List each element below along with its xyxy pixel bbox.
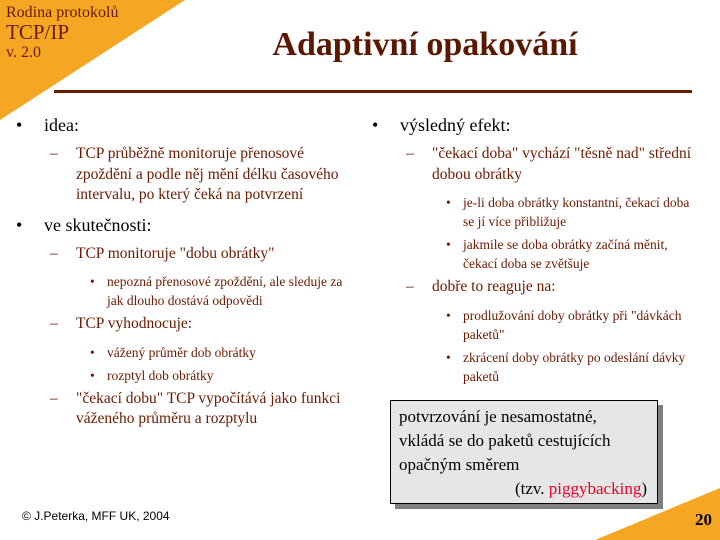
bullet-effect (372, 114, 702, 136)
dot-icon: • (90, 344, 95, 360)
reacts-subitem (372, 306, 702, 344)
reality-label: ve skutečnosti: (44, 214, 152, 235)
idea-detail-text: TCP průběžně monitoruje přenosové zpoždění a podle něj mění délku časového intervalu, po který čeká na potvrzení (76, 145, 339, 203)
bullet-icon: • (16, 115, 23, 135)
reacts-subitem-text: zkrácení doby obrátky po odeslání dávky paketů (463, 349, 686, 384)
evaluate-item (16, 314, 356, 335)
wait-subitem-text: jakmile se doba obrátky začíná měnit, čekací doba se zvětšuje (463, 237, 668, 271)
dash-icon: – (50, 389, 58, 407)
evaluate-text: TCP vyhodnocuje: (76, 315, 193, 332)
wait-subitem (372, 193, 702, 231)
monitor-detail-text: nepozná přenosové zpoždění, ale sleduje za jak dlouho dostává odpovědi (107, 274, 343, 308)
dot-icon: • (446, 349, 451, 365)
reacts-subitem (372, 348, 702, 386)
right-column (372, 114, 702, 390)
evaluate-subitem-text: rozptyl dob obrátky (107, 367, 214, 383)
dash-icon: – (50, 244, 58, 262)
title-divider (54, 90, 692, 93)
wait-time-text: "čekací doba" vychází "těsně nad" střední dobou obrátky (432, 145, 691, 183)
note-prefix: (tzv. (514, 479, 549, 498)
reacts-item (372, 277, 702, 298)
piggybacking-term: piggybacking (548, 479, 642, 498)
compute-item (16, 389, 356, 430)
bullet-reality (16, 214, 356, 236)
dot-icon: • (446, 237, 451, 252)
note-line: opačným směrem (399, 455, 520, 474)
evaluate-subitem (16, 343, 356, 362)
dot-icon: • (90, 274, 95, 289)
dash-icon: – (406, 145, 414, 162)
wait-subitem-text: je-li doba obrátky konstantní, čekací doba se jí více přibližuje (463, 195, 690, 229)
version-label: v. 2.0 (6, 44, 41, 61)
left-column (16, 114, 356, 438)
copyright-footer: © J.Peterka, MFF UK, 2004 (22, 509, 170, 523)
series-name: Rodina protokolů (6, 4, 119, 21)
note-line: potvrzování je nesamostatné, (399, 407, 597, 426)
dot-icon: • (446, 195, 451, 210)
evaluate-subitem (16, 366, 356, 385)
dash-icon: – (406, 278, 414, 295)
bullet-icon: • (372, 115, 379, 135)
note-line: vkládá se do paketů cestujících (399, 431, 611, 450)
wait-time-item (372, 144, 702, 185)
piggybacking-note-box (390, 400, 658, 504)
effect-label: výsledný efekt: (400, 115, 511, 135)
dot-icon: • (90, 367, 95, 383)
dash-icon: – (50, 145, 58, 162)
note-suffix: ) (641, 479, 647, 498)
reacts-text: dobře to reaguje na: (432, 278, 556, 295)
compute-text: "čekací dobu" TCP vypočítává jako funkci váženého průměru a rozptylu (76, 389, 341, 427)
bullet-icon: • (16, 214, 23, 235)
monitor-detail (16, 272, 356, 310)
note-term-line (399, 477, 649, 501)
reacts-subitem-text: prodlužování doby obrátky při "dávkách paketů" (463, 307, 682, 342)
slide-title: Adaptivní opakování (272, 26, 578, 63)
dash-icon: – (50, 315, 58, 332)
monitor-text: TCP monitoruje "dobu obrátky" (76, 244, 275, 262)
idea-detail (16, 144, 356, 206)
monitor-item (16, 244, 356, 265)
page-number: 20 (695, 510, 712, 529)
protocol-name: TCP/IP (6, 20, 70, 44)
wait-subitem (372, 235, 702, 273)
evaluate-subitem-text: vážený průměr dob obrátky (107, 344, 256, 360)
bullet-idea (16, 114, 356, 136)
dot-icon: • (446, 307, 451, 323)
idea-label: idea: (44, 115, 79, 135)
